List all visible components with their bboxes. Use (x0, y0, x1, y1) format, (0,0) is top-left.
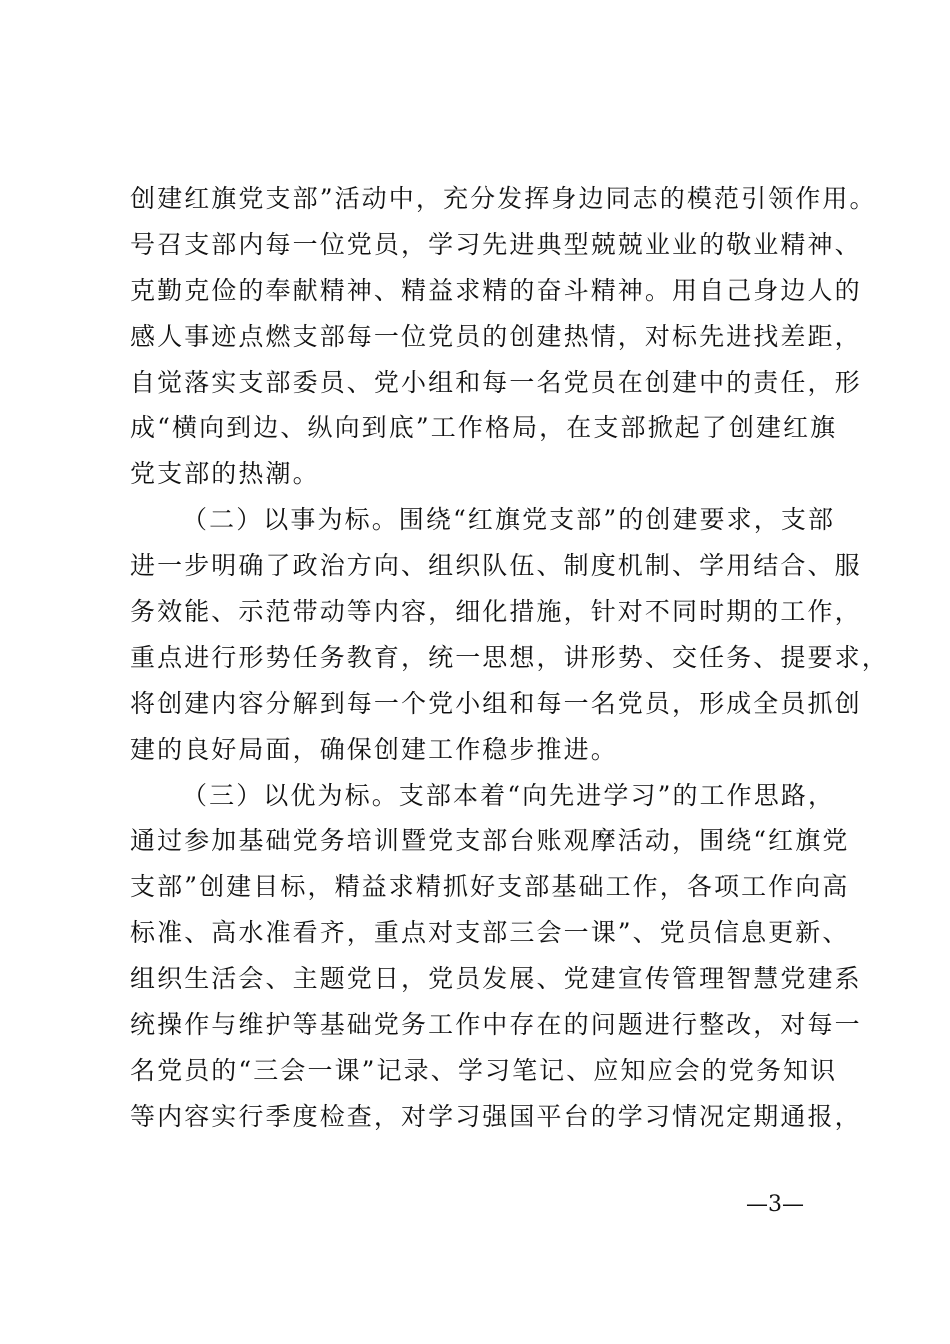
text-line: 重点进行形势任务教育，统一思想，讲形势、交任务、提要求， (130, 642, 889, 672)
page-number: —3— (746, 1192, 804, 1217)
text-line: 组织生活会、主题党日，党员发展、党建宣传管理智慧党建系 (130, 964, 862, 994)
text-line: 号召支部内每一位党员，学习先进典型兢兢业业的敬业精神、 (130, 229, 862, 259)
text-line: 感人事迹点燃支部每一位党员的创建热情，对标先进找差距， (130, 321, 862, 351)
text-line: 务效能、示范带动等内容，细化措施，针对不同时期的工作， (130, 597, 862, 627)
text-line: 将创建内容分解到每一个党小组和每一名党员，形成全员抓创 (130, 688, 862, 718)
text-line: 名党员的“三会一课”记录、学习笔记、应知应会的党务知识 (130, 1055, 838, 1085)
paragraph-first-line: （二）以事为标。围绕“红旗党支部”的创建要求，支部 (182, 505, 836, 535)
text-line: 成“横向到边、纵向到底”工作格局，在支部掀起了创建红旗 (130, 413, 838, 443)
text-line: 创建红旗党支部”活动中，充分发挥身边同志的模范引领作用。 (130, 184, 877, 213)
paragraph-first-line: （三）以优为标。支部本着“向先进学习”的工作思路， (182, 780, 836, 810)
text-line: 通过参加基础党务培训暨党支部台账观摩活动，围绕“红旗党 (130, 826, 850, 856)
document-body (130, 176, 889, 1140)
text-line: 建的良好局面，确保创建工作稳步推进。 (130, 734, 618, 764)
text-line: 等内容实行季度检查，对学习强国平台的学习情况定期通报， (130, 1101, 862, 1131)
text-line: 支部”创建目标，精益求精抓好支部基础工作，各项工作向高 (130, 872, 850, 902)
text-line: 克勤克俭的奉献精神、精益求精的奋斗精神。用自己身边人的 (130, 275, 862, 305)
text-line: 进一步明确了政治方向、组织队伍、制度机制、学用结合、服 (130, 551, 862, 581)
text-line: 统操作与维护等基础党务工作中存在的问题进行整改，对每一 (130, 1010, 862, 1040)
text-line: 自觉落实支部委员、党小组和每一名党员在创建中的责任，形 (130, 367, 862, 397)
text-line: 党支部的热潮。 (130, 459, 320, 489)
text-line: 标准、高水准看齐，重点对支部三会一课”、党员信息更新、 (130, 918, 850, 948)
